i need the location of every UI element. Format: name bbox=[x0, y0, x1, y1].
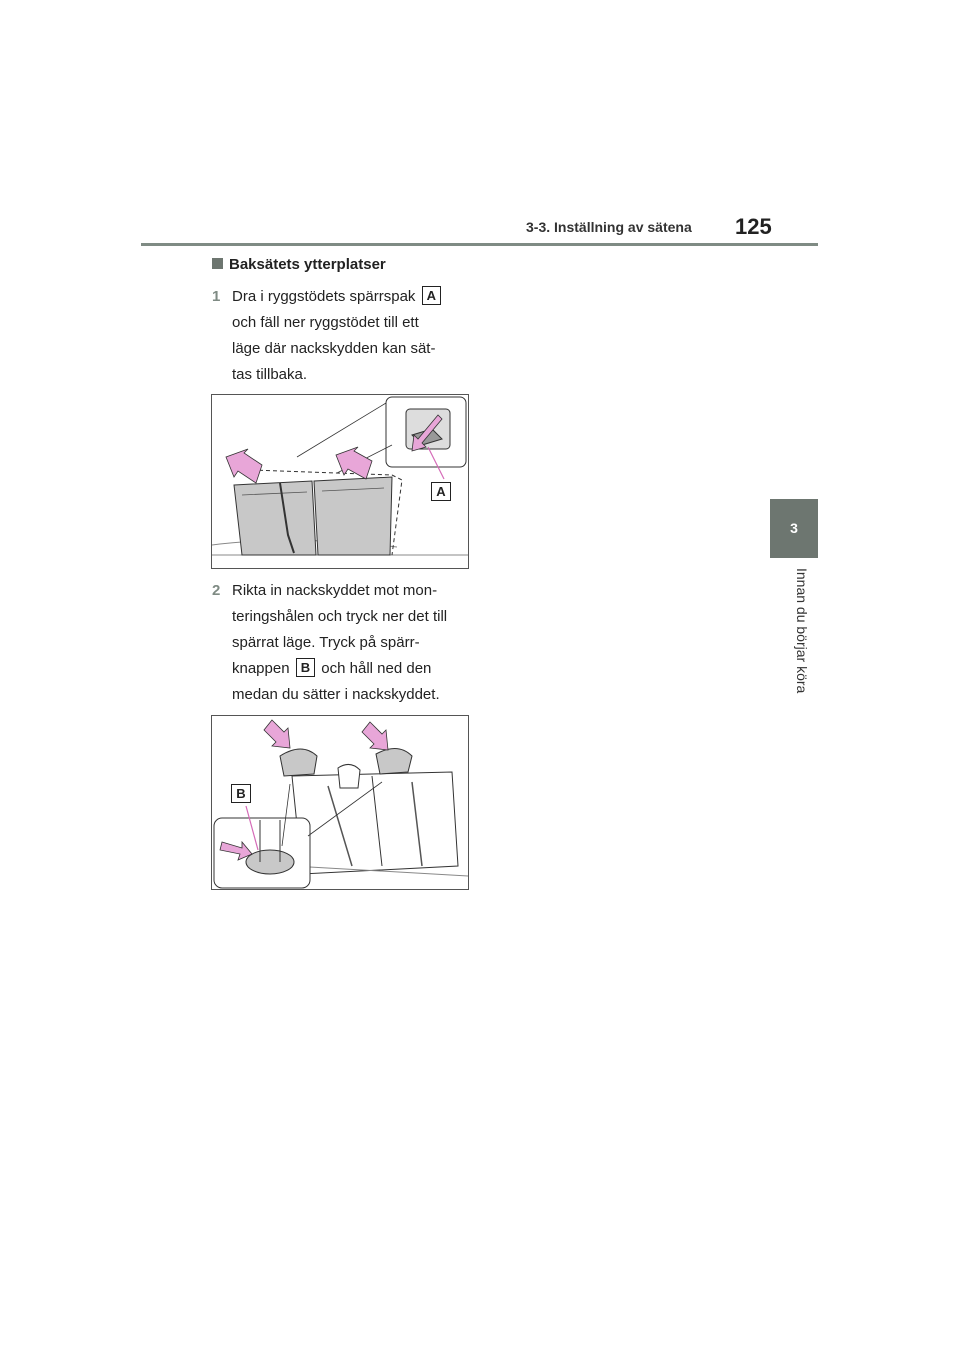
step-2 bbox=[212, 578, 472, 708]
step-text: knappen bbox=[232, 660, 290, 677]
step-text-line: teringshålen och tryck ner det till bbox=[232, 608, 448, 625]
header-rule bbox=[141, 243, 818, 246]
chapter-tab: 3 bbox=[770, 499, 818, 558]
step-text-line: och fäll ner ryggstödet till ett bbox=[232, 314, 419, 331]
figure-headrest-install bbox=[211, 715, 469, 890]
step-number: 2 bbox=[212, 582, 221, 599]
header-section-title: 3-3. Inställning av sätena bbox=[526, 219, 692, 235]
step-text-line bbox=[232, 284, 472, 310]
chapter-side-label: Innan du börjar köra bbox=[794, 568, 810, 694]
step-text-line: medan du sätter i nackskyddet. bbox=[232, 686, 440, 703]
step-text-line: läge där nackskydden kan sät- bbox=[232, 340, 436, 357]
step-text-line: spärrat läge. Tryck på spärr- bbox=[232, 634, 420, 651]
step-text: Dra i ryggstödets spärrspak bbox=[232, 288, 416, 305]
page-number: 125 bbox=[735, 214, 772, 239]
figure-label-a: A bbox=[431, 482, 451, 501]
figure-seatback-fold bbox=[211, 394, 469, 569]
subheading-text: Baksätets ytterplatser bbox=[229, 256, 386, 273]
step-text-line bbox=[232, 656, 472, 682]
step-text-line: tas tillbaka. bbox=[232, 366, 308, 383]
label-b-callout: B bbox=[296, 658, 315, 677]
bullet-square-icon bbox=[212, 258, 223, 269]
step-text: och håll ned den bbox=[321, 660, 432, 677]
step-number: 1 bbox=[212, 288, 221, 305]
subheading bbox=[212, 256, 386, 273]
figure-label-b: B bbox=[231, 784, 251, 803]
step-1 bbox=[212, 284, 472, 388]
step-text-line: Rikta in nackskyddet mot mon- bbox=[232, 582, 438, 599]
label-a-callout: A bbox=[422, 286, 441, 305]
